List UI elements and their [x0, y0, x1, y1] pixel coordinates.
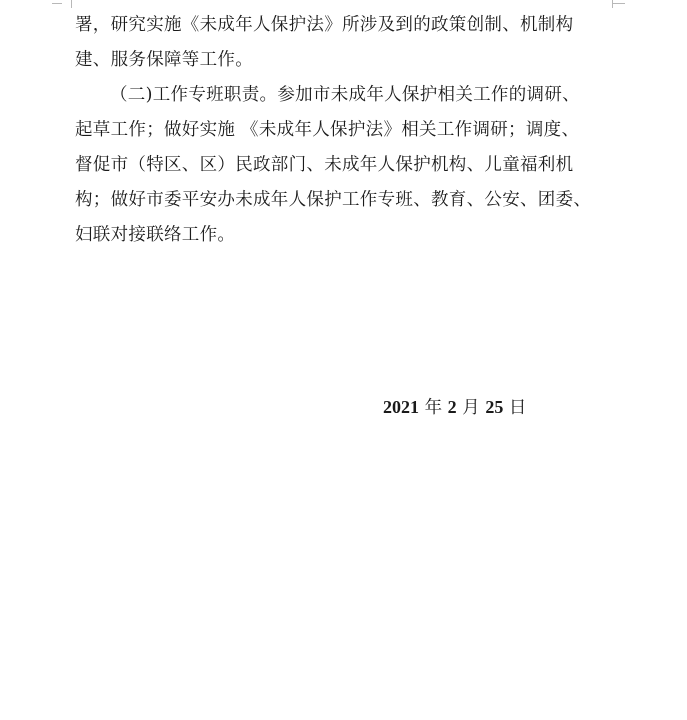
text-line: 构；做好市委平安办未成年人保护工作专班、教育、公安、团委、 — [75, 190, 592, 210]
date-year-unit: 年 — [424, 398, 443, 418]
crop-mark-top-left-horizontal — [52, 3, 62, 4]
document-body — [75, 8, 615, 253]
date-day: 25 — [485, 397, 504, 417]
crop-mark-top-left — [61, 0, 72, 8]
crop-mark-top-right-horizontal — [613, 3, 625, 4]
date-day-unit: 日 — [508, 398, 527, 418]
text-line: 署，研究实施《未成年人保护法》所涉及到的政策创制、机制构 — [75, 15, 574, 35]
text-line: 妇联对接联络工作。 — [75, 225, 236, 245]
crop-mark-top-right — [612, 0, 623, 8]
document-date — [383, 393, 526, 422]
text-line: 督促市（特区、区）民政部门、未成年人保护机构、儿童福利机 — [75, 155, 574, 175]
date-month-unit: 月 — [462, 398, 480, 418]
text-line: 建、服务保障等工作。 — [75, 50, 253, 70]
text-line: 起草工作；做好实施 《未成年人保护法》相关工作调研；调度、 — [75, 120, 580, 140]
date-month: 2 — [447, 397, 457, 417]
date-year: 2021 — [383, 397, 419, 417]
paragraph-start-line: （二)工作专班职责。参加市未成年人保护相关工作的调研、 — [110, 85, 580, 105]
